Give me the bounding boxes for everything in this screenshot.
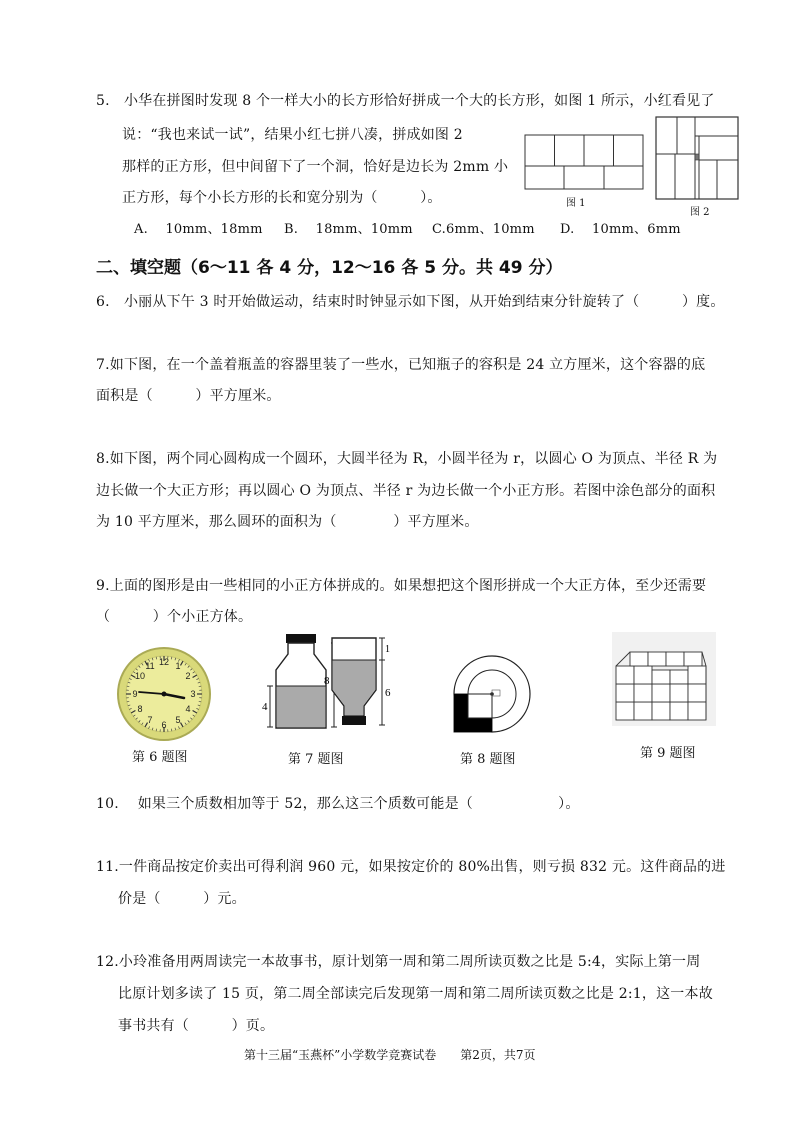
q5-option-a: A. 10mm、18mm: [134, 222, 263, 237]
clock-number: 1: [175, 661, 181, 671]
clock-number: 11: [145, 661, 155, 671]
q5-line-2: 说：“我也来试一试”，结果小红七拼八凑，拼成如图 2: [122, 127, 463, 143]
q9-line-1: 9.上面的图形是由一些相同的小正方体拼成的。如果想把这个图形拼成一个大正方体，至少还需要: [96, 578, 707, 594]
clock-number: 8: [137, 704, 143, 714]
q12-line-2: 比原计划多读了 15 页，第二周全部读完后发现第一周和第二周所读页数之比是 2:1，这一本故: [118, 986, 713, 1002]
bottle-label-4: 4: [262, 701, 268, 713]
q5-option-d: D. 10mm、6mm: [560, 222, 681, 237]
q8-line-2: 边长做一个大正方形；再以圆心 O 为顶点、半径 r 为边长做一个小正方形。若图中涂色部分的面积: [96, 483, 716, 499]
q10-text: 10. 如果三个质数相加等于 52，那么这三个质数可能是（ ）。: [96, 796, 580, 812]
q5-option-c: C.6mm、10mm: [432, 222, 535, 237]
bottles-figure: [258, 632, 398, 732]
caption-q6: 第 6 题图: [132, 750, 188, 765]
caption-q9: 第 9 题图: [640, 746, 696, 761]
q12-line-3: 事书共有（ ）页。: [118, 1018, 275, 1034]
clock-number: 3: [190, 689, 196, 699]
clock-number: 7: [147, 715, 153, 725]
q6-text: 6. 小丽从下午 3 时开始做运动，结束时时钟显示如下图，从开始到结束分针旋转了（ ）度。: [96, 294, 725, 310]
q7-line-1: 7.如下图，在一个盖着瓶盖的容器里装了一些水，已知瓶子的容积是 24 立方厘米，这个容器的底: [96, 357, 706, 373]
q12-line-1: 12.小玲准备用两周读完一本故事书，原计划第一周和第二周所读页数之比是 5:4，实际上第一周: [96, 954, 701, 970]
q5-line-1: 5. 小华在拼图时发现 8 个一样大小的长方形恰好拼成一个大的长方形，如图 1 所示，小红看见了: [96, 93, 715, 109]
q5-figure-1: [524, 134, 644, 192]
q5-line-3: 那样的正方形，但中间留下了一个洞，恰好是边长为 2mm 小: [122, 159, 509, 175]
bottle-label-6: 6: [385, 687, 391, 699]
q8-line-1: 8.如下图，两个同心圆构成一个圆环，大圆半径为 R，小圆半径为 r，以圆心 O 为顶点、半径 R 为: [96, 451, 718, 467]
clock-number: 10: [134, 671, 146, 681]
q11-line-1: 11.一件商品按定价卖出可得利润 960 元，如果按定价的 80%出售，则亏损 832 元。这件商品的进: [96, 859, 726, 875]
q9-line-2: （ ）个小正方体。: [96, 609, 253, 625]
q11-line-2: 价是（ ）元。: [118, 891, 246, 907]
caption-q7: 第 7 题图: [288, 752, 344, 767]
cubes-figure: [612, 632, 716, 726]
clock-number: 12: [158, 657, 170, 667]
q7-line-2: 面积是（ ）平方厘米。: [96, 388, 281, 404]
section-2-title: 二、填空题（6～11 各 4 分，12～16 各 5 分。共 49 分）: [96, 258, 563, 278]
clock-number: 4: [185, 704, 191, 714]
clock-number: 5: [175, 715, 181, 725]
caption-q8: 第 8 题图: [460, 752, 516, 767]
q5-figure-1-label: 图 1: [566, 198, 586, 209]
page-footer: 第十三届“玉燕杯”小学数学竞赛试卷 第2页，共7页: [244, 1048, 536, 1062]
bottle-label-8: 8: [324, 675, 330, 687]
q5-line-4: 正方形，每个小长方形的长和宽分别为（ ）。: [122, 190, 442, 206]
annulus-figure: [450, 652, 534, 736]
q8-line-3: 为 10 平方厘米，那么圆环的面积为（ ）平方厘米。: [96, 514, 479, 530]
bottle-label-right-top: 1: [385, 644, 390, 655]
clock-figure: [116, 646, 212, 742]
clock-number: 2: [185, 671, 191, 681]
clock-number: 9: [132, 689, 138, 699]
clock-number: 6: [161, 720, 167, 730]
q5-option-b: B. 18mm、10mm: [284, 222, 413, 237]
q5-figure-2-label: 图 2: [690, 207, 710, 218]
q5-figure-2: [655, 116, 739, 200]
